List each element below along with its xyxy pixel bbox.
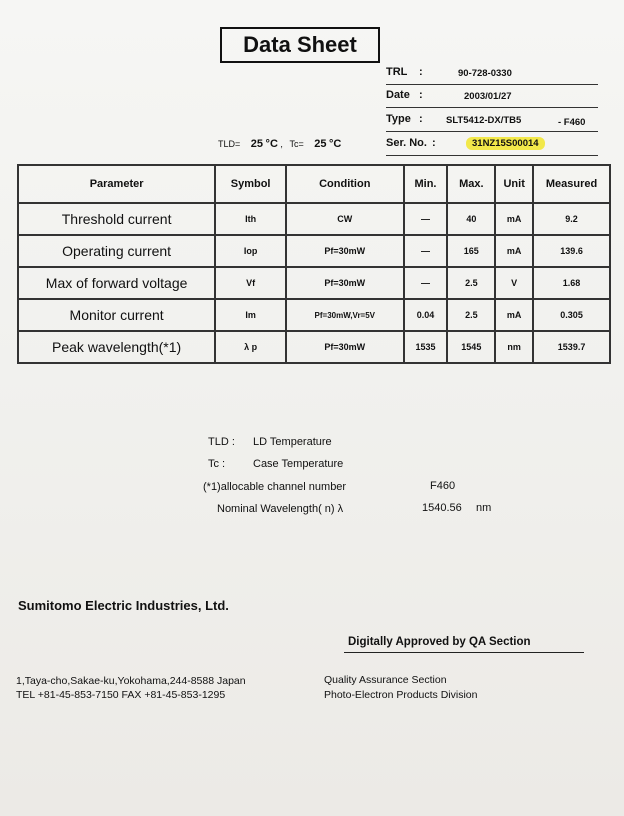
table-row — [18, 203, 610, 235]
header-min: Min. — [404, 165, 448, 203]
date-field — [386, 89, 598, 107]
type-field — [386, 113, 598, 131]
tld-note-desc: LD Temperature — [253, 436, 332, 448]
unit-cell: mA — [495, 299, 533, 331]
header-unit: Unit — [495, 165, 533, 203]
qa-section-name: Quality Assurance Section — [324, 674, 447, 686]
tc-note-key: Tc : — [208, 458, 226, 470]
tc-value: 25 — [314, 138, 327, 150]
parameter-cell: Peak wavelength(*1) — [18, 331, 215, 363]
condition-cell: Pf=30mW — [286, 267, 404, 299]
channel-label: (*1)allocable channel number — [203, 481, 347, 493]
parameter-cell: Max of forward voltage — [18, 267, 215, 299]
type-suffix: - F460 — [558, 117, 586, 128]
min-cell: 0.04 — [404, 299, 448, 331]
trl-field — [386, 66, 598, 84]
table-row — [18, 299, 610, 331]
symbol-cell: λ p — [215, 331, 286, 363]
measured-cell: 1.68 — [533, 267, 610, 299]
approval-underline — [344, 652, 584, 653]
date-label: Date — [386, 89, 410, 101]
header-symbol: Symbol — [215, 165, 286, 203]
parameter-cell: Operating current — [18, 235, 215, 267]
serial-value: 31NZ15S00014 — [466, 137, 545, 150]
date-underline — [386, 107, 598, 108]
table-row — [18, 331, 610, 363]
measured-cell: 139.6 — [533, 235, 610, 267]
parameter-cell: Threshold current — [18, 203, 215, 235]
serial-underline — [386, 155, 598, 156]
trl-label: TRL — [386, 66, 408, 78]
company-name: Sumitomo Electric Industries, Ltd. — [18, 598, 229, 613]
division-name: Photo-Electron Products Division — [324, 689, 478, 701]
nominal-wavelength-label: Nominal Wavelength( n) λ — [217, 503, 344, 515]
date-value: 2003/01/27 — [464, 91, 512, 102]
temp-comma: , — [280, 139, 283, 149]
unit-cell: V — [495, 267, 533, 299]
unit-cell: mA — [495, 203, 533, 235]
company-address: 1,Taya-cho,Sakae-ku,Yokohama,244-8588 Japan — [16, 675, 246, 687]
tld-unit: °C — [265, 138, 278, 150]
date-colon: : — [419, 89, 423, 101]
channel-value: F460 — [430, 480, 456, 492]
table-header-row — [18, 165, 610, 203]
nominal-wavelength-value: 1540.56 — [422, 502, 462, 514]
trl-colon: : — [419, 66, 423, 78]
measured-cell: 1539.7 — [533, 331, 610, 363]
type-value: SLT5412-DX/TB5 — [446, 115, 522, 126]
condition-cell: Pf=30mW — [286, 331, 404, 363]
max-cell: 2.5 — [447, 299, 495, 331]
nominal-wavelength-unit: nm — [476, 502, 492, 514]
parameter-cell: Monitor current — [18, 299, 215, 331]
max-cell: 165 — [447, 235, 495, 267]
symbol-cell: Vf — [215, 267, 286, 299]
tc-label: Tc= — [289, 139, 304, 149]
table-row — [18, 235, 610, 267]
header-max: Max. — [447, 165, 495, 203]
measured-cell: 0.305 — [533, 299, 610, 331]
unit-cell: mA — [495, 235, 533, 267]
document-title: Data Sheet — [220, 27, 380, 63]
tc-unit: °C — [328, 138, 342, 150]
serial-colon: : — [432, 137, 436, 149]
approval-statement: Digitally Approved by QA Section — [348, 636, 531, 648]
serial-field — [386, 137, 598, 155]
min-cell: 1535 — [404, 331, 448, 363]
header-parameter: Parameter — [18, 165, 215, 203]
symbol-cell: Im — [215, 299, 286, 331]
max-cell: 2.5 — [447, 267, 495, 299]
header-condition: Condition — [286, 165, 404, 203]
trl-value: 90-728-0330 — [458, 68, 512, 79]
max-cell: 40 — [447, 203, 495, 235]
trl-underline — [386, 84, 598, 85]
tc-note-desc: Case Temperature — [253, 458, 344, 470]
type-underline — [386, 131, 598, 132]
serial-label: Ser. No. — [386, 137, 427, 149]
condition-cell: CW — [286, 203, 404, 235]
max-cell: 1545 — [447, 331, 495, 363]
unit-cell: nm — [495, 331, 533, 363]
symbol-cell: Ith — [215, 203, 286, 235]
temperature-conditions — [218, 138, 341, 150]
symbol-cell: Iop — [215, 235, 286, 267]
tld-label: TLD= — [218, 139, 241, 149]
min-cell: — — [404, 203, 448, 235]
measured-cell: 9.2 — [533, 203, 610, 235]
header-measured: Measured — [533, 165, 610, 203]
condition-cell: Pf=30mW,Vr=5V — [286, 299, 404, 331]
tld-note-key: TLD : — [208, 436, 235, 448]
type-colon: : — [419, 113, 423, 125]
specification-table — [17, 164, 611, 364]
min-cell: — — [404, 235, 448, 267]
condition-cell: Pf=30mW — [286, 235, 404, 267]
table-row — [18, 267, 610, 299]
type-label: Type — [386, 113, 411, 125]
company-phone-fax: TEL +81-45-853-7150 FAX +81-45-853-1295 — [16, 689, 226, 701]
tld-value: 25 — [250, 138, 264, 150]
min-cell: — — [404, 267, 448, 299]
